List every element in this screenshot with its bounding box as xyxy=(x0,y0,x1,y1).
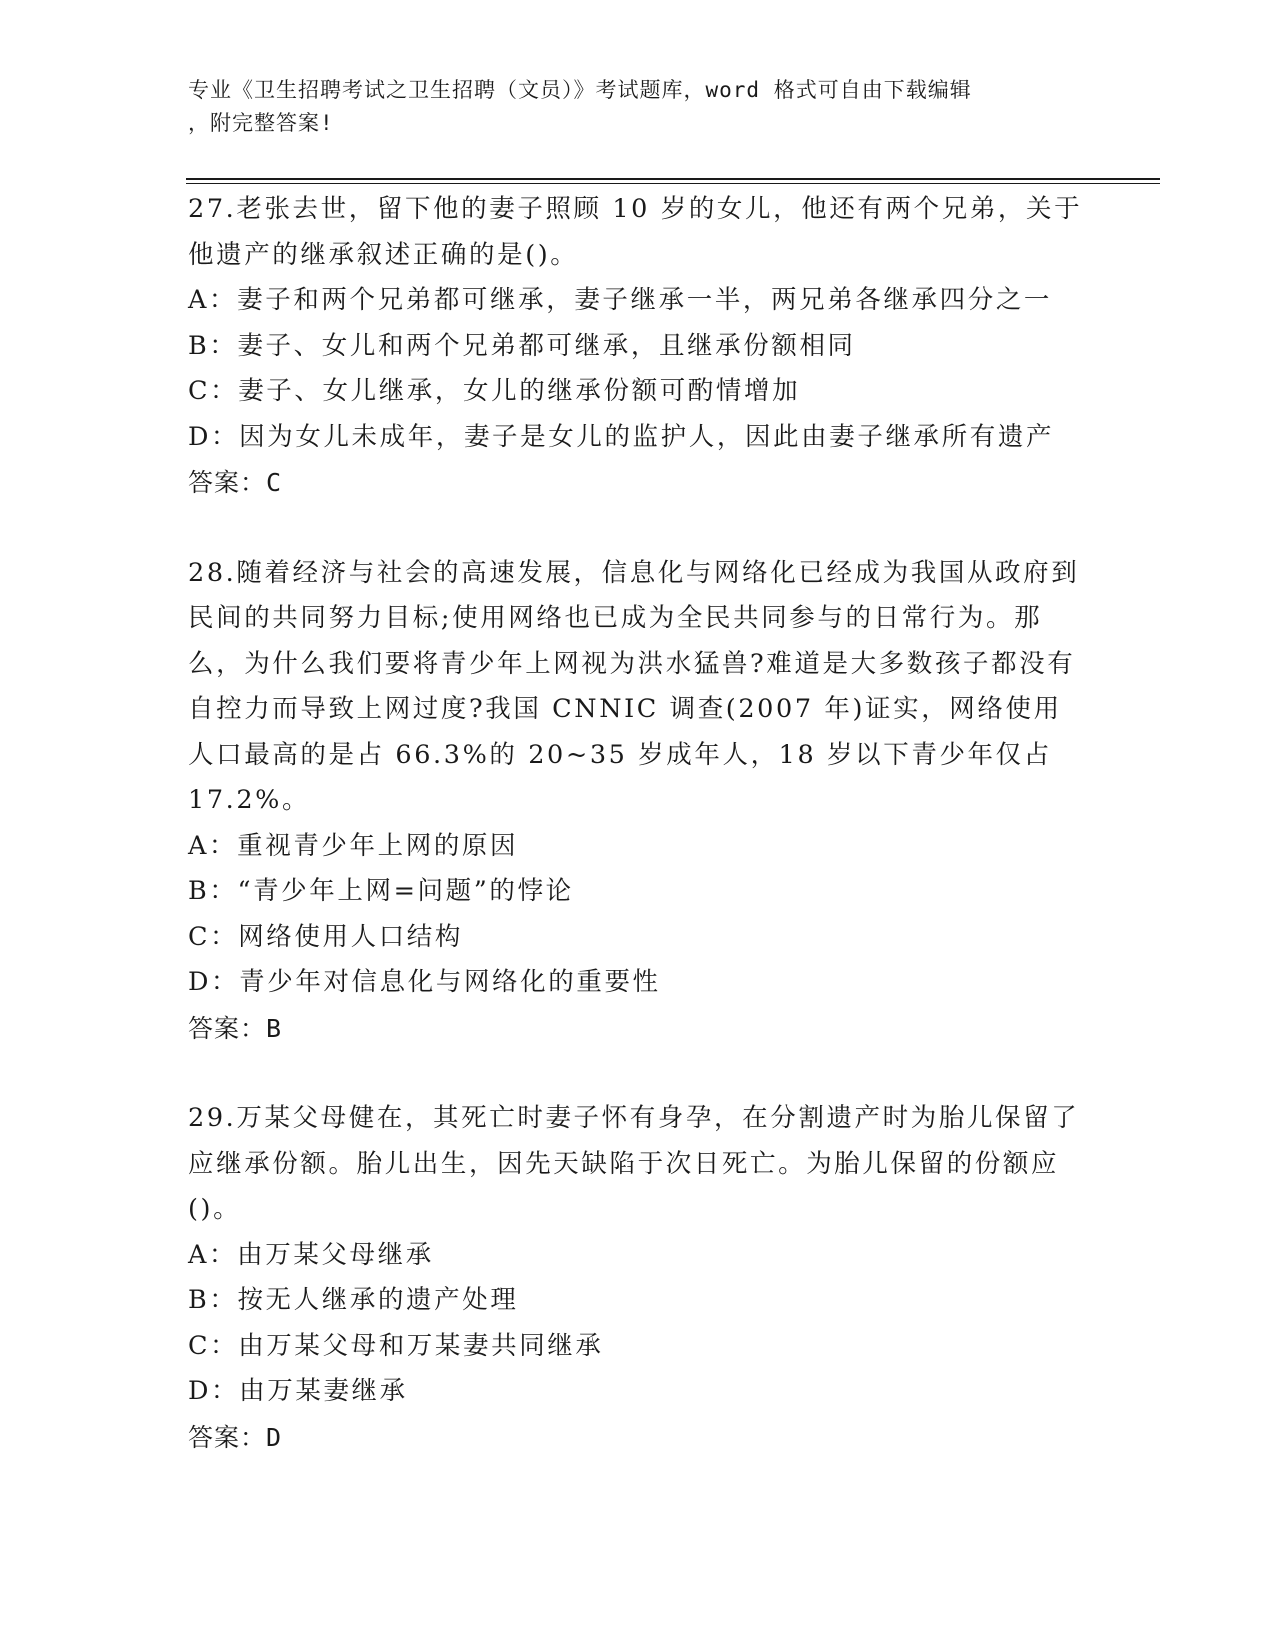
option-b: B：妻子、女儿和两个兄弟都可继承，且继承份额相同 xyxy=(188,330,856,361)
answer-label: 答案：D xyxy=(188,1422,283,1452)
header-divider-thin xyxy=(186,183,1160,184)
option-a: A：由万某父母继承 xyxy=(188,1239,434,1270)
question-27 xyxy=(188,187,1088,506)
option-a: A：重视青少年上网的原因 xyxy=(188,830,519,861)
answer-label: 答案：C xyxy=(188,468,283,497)
question-spacer xyxy=(188,506,1088,551)
option-c: C：由万某父母和万某妻共同继承 xyxy=(188,1330,604,1361)
option-d: D：因为女儿未成年，妻子是女儿的监护人，因此由妻子继承所有遗产 xyxy=(188,421,1055,452)
header-line-1: 专业《卫生招聘考试之卫生招聘（文员）》考试题库，word 格式可自由下载编辑 xyxy=(188,78,972,102)
option-c: C：网络使用人口结构 xyxy=(188,921,464,952)
header-divider-thick xyxy=(186,178,1160,180)
question-text: 28.随着经济与社会的高速发展，信息化与网络化已经成为我国从政府到民间的共同努力目标;使用网络也已成为全民共同参与的日常行为。那么，为什么我们要将青少年上网视为洪水猛兽?难道是大多数孩子都没有自控力而导致上网过度?我国 CNNIC 调查(2007 年)证实，网络使用人口最高的是占 66.3%的 20~35 岁成年人，18 岁以下青少年仅占 17.2%。 xyxy=(188,557,1080,815)
option-c: C：妻子、女儿继承，女儿的继承份额可酌情增加 xyxy=(188,376,801,406)
page-header xyxy=(188,74,1088,140)
question-spacer xyxy=(188,1051,1088,1096)
option-b: B：“青少年上网=问题”的悖论 xyxy=(188,876,574,906)
question-text: 27.老张去世，留下他的妻子照顾 10 岁的女儿，他还有两个兄弟，关于他遗产的继承叙述正确的是()。 xyxy=(188,194,1083,270)
header-line-2: ，附完整答案! xyxy=(188,111,334,135)
question-29 xyxy=(188,1096,1088,1460)
question-text: 29.万某父母健在，其死亡时妻子怀有身孕，在分割遗产时为胎儿保留了应继承份额。胎儿出生，因先天缺陷于次日死亡。为胎儿保留的份额应()。 xyxy=(188,1103,1080,1224)
option-a: A：妻子和两个兄弟都可继承，妻子继承一半，两兄弟各继承四分之一 xyxy=(188,285,1053,315)
question-list xyxy=(188,187,1088,1460)
question-28 xyxy=(188,551,1088,1052)
option-b: B：按无人继承的遗产处理 xyxy=(188,1285,519,1315)
option-d: D：由万某妻继承 xyxy=(188,1376,408,1406)
answer-label: 答案：B xyxy=(188,1013,283,1043)
option-d: D：青少年对信息化与网络化的重要性 xyxy=(188,967,661,997)
